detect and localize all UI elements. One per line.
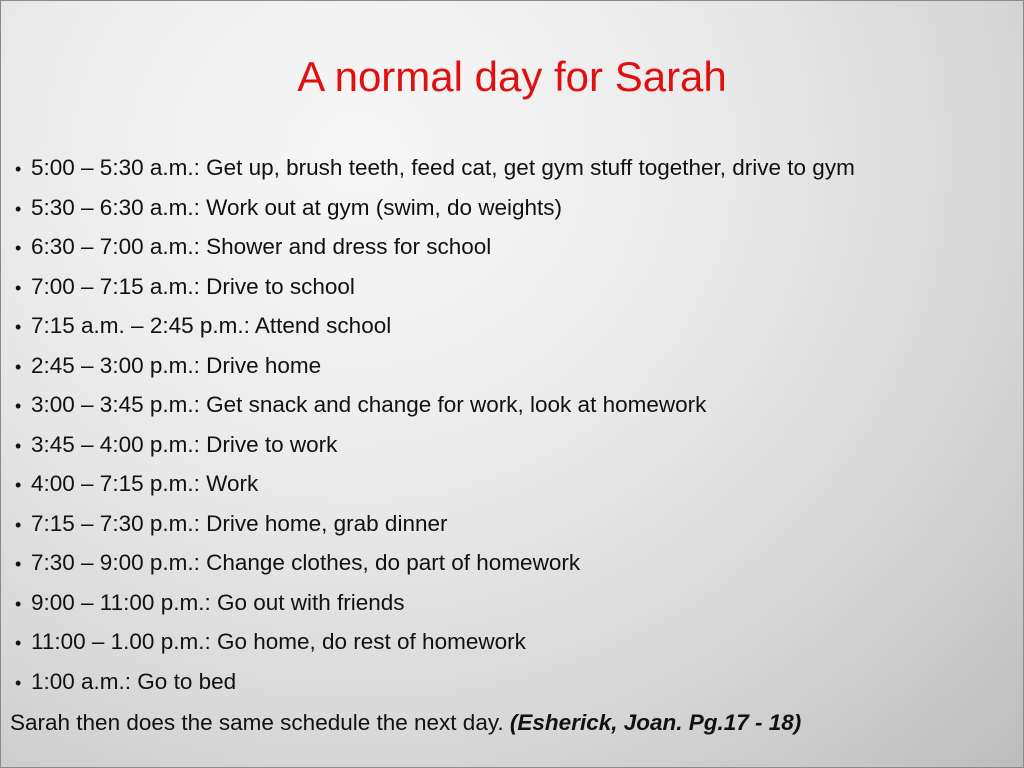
bullet-icon: • <box>15 475 22 495</box>
list-item <box>15 307 855 347</box>
list-item-text: 1:00 a.m.: Go to bed <box>31 668 237 694</box>
bullet-icon: • <box>15 514 22 535</box>
bullet-icon: • <box>15 633 22 653</box>
list-item-text: 5:00 – 5:30 a.m.: Get up, brush teeth, feed cat, get gym stuff together, drive to gym <box>31 155 855 180</box>
schedule-list <box>15 149 855 702</box>
list-item-text: 3:00 – 3:45 p.m.: Get snack and change for work, look at homework <box>31 392 707 417</box>
bullet-icon: • <box>15 159 22 179</box>
list-item <box>15 623 855 663</box>
bullet-icon: • <box>15 554 22 574</box>
list-item-text: 5:30 – 6:30 a.m.: Work out at gym (swim, do weights) <box>31 194 563 220</box>
list-item <box>15 544 855 584</box>
list-item-text: 2:45 – 3:00 p.m.: Drive home <box>31 352 322 378</box>
list-item <box>15 465 855 505</box>
list-item-text: 11:00 – 1.00 p.m.: Go home, do rest of homework <box>31 629 526 654</box>
bullet-icon: • <box>15 277 22 298</box>
bullet-icon: • <box>15 356 22 377</box>
bullet-icon: • <box>15 396 22 416</box>
list-item-text: 7:15 – 7:30 p.m.: Drive home, grab dinner <box>31 510 448 536</box>
bullet-icon: • <box>15 672 22 693</box>
list-item-text: 7:00 – 7:15 a.m.: Drive to school <box>31 273 355 299</box>
bullet-icon: • <box>15 593 22 614</box>
list-item <box>15 228 855 268</box>
bullet-icon: • <box>15 198 22 219</box>
list-item-text: 7:30 – 9:00 p.m.: Change clothes, do part of homework <box>31 550 581 575</box>
list-item <box>15 663 855 703</box>
list-item <box>15 426 855 466</box>
list-item-text: 3:45 – 4:00 p.m.: Drive to work <box>31 431 338 457</box>
list-item <box>15 505 855 545</box>
bullet-icon: • <box>15 317 22 337</box>
slide-title: A normal day for Sarah <box>297 53 727 100</box>
footer-text: Sarah then does the same schedule the next day. <box>10 710 510 735</box>
list-item <box>15 268 855 308</box>
list-item-text: 9:00 – 11:00 p.m.: Go out with friends <box>31 589 405 615</box>
list-item-text: 4:00 – 7:15 p.m.: Work <box>31 471 259 496</box>
footer-note <box>10 706 801 740</box>
citation: (Esherick, Joan. Pg.17 - 18) <box>509 710 802 735</box>
bullet-icon: • <box>15 238 22 258</box>
list-item <box>15 584 855 624</box>
list-item <box>15 347 855 387</box>
list-item-text: 6:30 – 7:00 a.m.: Shower and dress for school <box>31 234 492 259</box>
list-item <box>15 149 855 189</box>
list-item <box>15 386 855 426</box>
list-item <box>15 189 855 229</box>
bullet-icon: • <box>15 435 22 456</box>
list-item-text: 7:15 a.m. – 2:45 p.m.: Attend school <box>31 313 392 338</box>
